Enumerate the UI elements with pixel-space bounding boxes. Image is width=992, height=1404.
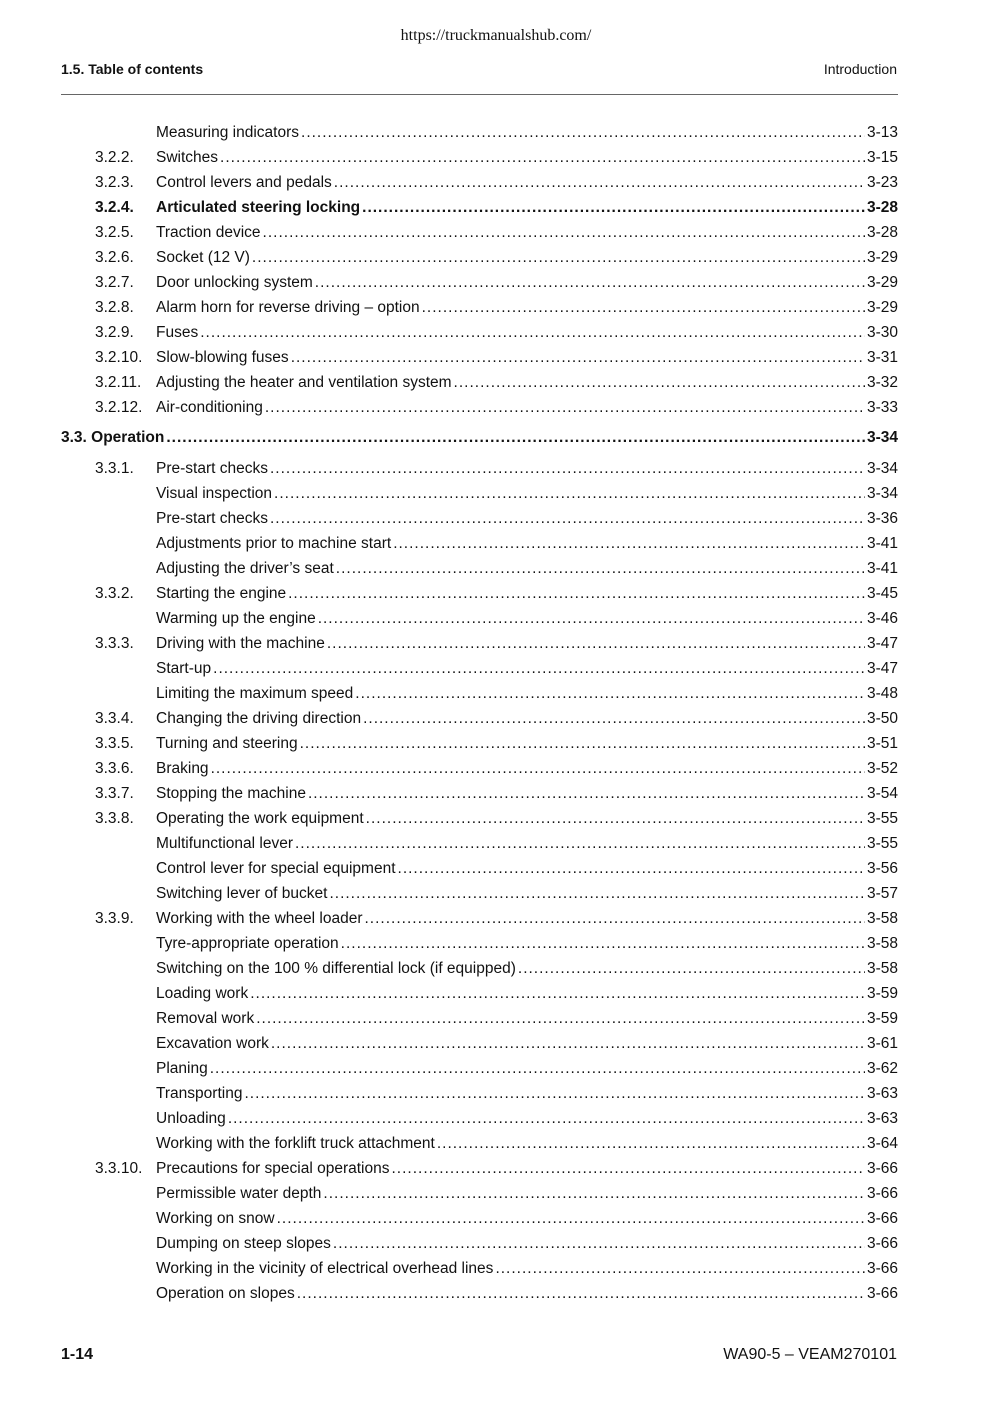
toc-entry[interactable]: [61, 245, 898, 270]
toc-entry-title: Operating the work equipment: [156, 810, 364, 827]
dot-leader: [228, 1106, 865, 1131]
toc-entry[interactable]: [61, 456, 898, 481]
toc-entry-title: Control lever for special equipment: [156, 860, 396, 877]
toc-entry-title: Precautions for special operations: [156, 1160, 390, 1177]
toc-entry-page: 3-15: [866, 149, 898, 166]
toc-entry-number: 3.2.7.: [95, 274, 134, 291]
toc-entry-number: 3.3.10.: [95, 1160, 143, 1177]
toc-entry-page: 3-28: [866, 224, 898, 241]
toc-entry-number: 3.2.5.: [95, 224, 134, 241]
toc-entry[interactable]: [61, 931, 898, 956]
dot-leader: [366, 806, 865, 831]
toc-entry-page: 3-47: [866, 660, 898, 677]
dot-leader: [393, 531, 865, 556]
toc-entry[interactable]: [61, 731, 898, 756]
toc-entry-page: 3-63: [866, 1085, 898, 1102]
toc-entry[interactable]: [61, 170, 898, 195]
toc-entry-title: Working with the forklift truck attachment: [156, 1135, 435, 1152]
toc-entry-page: 3-36: [866, 510, 898, 527]
toc-entry-title: Tyre-appropriate operation: [156, 935, 339, 952]
document-code: WA90-5 – VEAM270101: [723, 1346, 897, 1363]
toc-entry-page: 3-58: [866, 935, 898, 952]
toc-entry-title: Measuring indicators: [156, 124, 300, 141]
toc-entry[interactable]: [61, 1056, 898, 1081]
toc-entry[interactable]: [61, 656, 898, 681]
toc-entry-number: 3.2.4.: [95, 199, 134, 216]
toc-entry-page: 3-41: [866, 535, 898, 552]
toc-entry[interactable]: [61, 295, 898, 320]
toc-entry-number: 3.3.6.: [95, 760, 134, 777]
dot-leader: [454, 370, 865, 395]
toc-entry-title: Planing: [156, 1060, 208, 1077]
toc-entry[interactable]: [61, 270, 898, 295]
dot-leader: [270, 506, 865, 531]
toc-entry[interactable]: [61, 1131, 898, 1156]
toc-entry[interactable]: [61, 1231, 898, 1256]
dot-leader: [327, 631, 865, 656]
dot-leader: [295, 831, 865, 856]
dot-leader: [392, 1156, 865, 1181]
page-number: 1-14: [61, 1346, 94, 1363]
toc-entry-title: Operation on slopes: [156, 1285, 295, 1302]
dot-leader: [265, 395, 865, 420]
dot-leader: [318, 606, 865, 631]
toc-entry[interactable]: [61, 120, 898, 145]
dot-leader: [329, 881, 865, 906]
toc-entry-title: Working with the wheel loader: [156, 910, 363, 927]
dot-leader: [213, 656, 865, 681]
dot-leader: [355, 681, 865, 706]
toc-entry-title: Stopping the machine: [156, 785, 306, 802]
toc-entry[interactable]: [61, 220, 898, 245]
toc-entry[interactable]: [61, 1206, 898, 1231]
toc-entry-title: Pre-start checks: [156, 510, 268, 527]
dot-leader: [362, 195, 865, 220]
toc-entry-number: 3.2.11.: [95, 374, 142, 391]
toc-entry-page: 3-32: [866, 374, 898, 391]
toc-entry-number: 3.3.4.: [95, 710, 134, 727]
toc-entry-title: Air-conditioning: [156, 399, 263, 416]
source-url: https://truckmanualshub.com/: [400, 27, 592, 44]
toc-entry-page: 3-29: [866, 299, 898, 316]
toc-entry-title: Working in the vicinity of electrical overhead lines: [156, 1260, 494, 1277]
toc-entry-title: Adjusting the driver’s seat: [156, 560, 334, 577]
toc-entry[interactable]: [61, 556, 898, 581]
toc-entry-page: 3-45: [866, 585, 898, 602]
toc-entry-page: 3-31: [866, 349, 898, 366]
dot-leader: [437, 1131, 865, 1156]
dot-leader: [495, 1256, 865, 1281]
toc-entry-title: Turning and steering: [156, 735, 298, 752]
toc-entry-page: 3-33: [866, 399, 898, 416]
toc-entry-page: 3-46: [866, 610, 898, 627]
toc-entry-number: 3.3.3.: [95, 635, 134, 652]
toc-entry[interactable]: [61, 756, 898, 781]
dot-leader: [271, 1031, 865, 1056]
toc-entry-page: 3-58: [866, 960, 898, 977]
toc-entry-number: 3.3.2.: [95, 585, 134, 602]
toc-entry-title: Visual inspection: [156, 485, 273, 502]
toc-entry-number: 3.2.10.: [95, 349, 143, 366]
toc-entry-title: Transporting: [156, 1085, 243, 1102]
toc-entry-title: Traction device: [156, 224, 261, 241]
toc-entry[interactable]: [61, 145, 898, 170]
toc-entry[interactable]: [61, 606, 898, 631]
dot-leader: [211, 756, 865, 781]
toc-entry-page: 3-66: [866, 1185, 898, 1202]
dot-leader: [518, 956, 865, 981]
toc-entry-title: Adjustments prior to machine start: [156, 535, 392, 552]
toc-entry-title: Start-up: [156, 660, 212, 677]
toc-entry-page: 3-63: [866, 1110, 898, 1127]
dot-leader: [341, 931, 865, 956]
toc-entry-page: 3-61: [866, 1035, 898, 1052]
dot-leader: [274, 481, 865, 506]
toc-entry-title: Articulated steering locking: [156, 199, 361, 216]
toc-entry-page: 3-64: [866, 1135, 898, 1152]
toc-entry-page: 3-59: [866, 1010, 898, 1027]
toc-entry-number: 3.3.5.: [95, 735, 134, 752]
toc-entry[interactable]: [61, 831, 898, 856]
toc-entry-page: 3-47: [866, 635, 898, 652]
toc-entry[interactable]: [61, 195, 898, 220]
toc-entry-number: 3.3.1.: [95, 460, 134, 477]
dot-leader: [288, 581, 865, 606]
dot-leader: [333, 1231, 865, 1256]
toc-entry-number: 3.2.12.: [95, 399, 143, 416]
toc-entry[interactable]: [61, 631, 898, 656]
toc-entry-page: 3-57: [866, 885, 898, 902]
toc-entry-page: 3-59: [866, 985, 898, 1002]
toc-entry-title: Unloading: [156, 1110, 226, 1127]
dot-leader: [252, 245, 865, 270]
toc-entry-title: Working on snow: [156, 1210, 275, 1227]
toc-entry-title: 3.3. Operation: [61, 429, 165, 446]
dot-leader: [365, 906, 865, 931]
dot-leader: [291, 345, 865, 370]
toc-entry-page: 3-34: [866, 429, 898, 446]
dot-leader: [220, 145, 865, 170]
toc-entry-page: 3-66: [866, 1285, 898, 1302]
dot-leader: [256, 1006, 865, 1031]
toc-entry-page: 3-62: [866, 1060, 898, 1077]
toc-entry[interactable]: [61, 1256, 898, 1281]
toc-entry-page: 3-50: [866, 710, 898, 727]
toc-entry[interactable]: [61, 806, 898, 831]
toc-entry[interactable]: [61, 881, 898, 906]
section-header: 1.5. Table of contents: [61, 61, 204, 77]
toc-entry-page: 3-41: [866, 560, 898, 577]
dot-leader: [398, 856, 865, 881]
chapter-header: Introduction: [823, 61, 897, 77]
toc-entry-page: 3-29: [866, 249, 898, 266]
dot-leader: [323, 1181, 865, 1206]
toc-entry-title: Warming up the engine: [156, 610, 316, 627]
toc-entry[interactable]: [61, 1006, 898, 1031]
dot-leader: [166, 425, 865, 450]
toc-entry-title: Door unlocking system: [156, 274, 313, 291]
toc-entry-number: 3.2.6.: [95, 249, 134, 266]
header-rule: [61, 94, 898, 95]
toc-entry-number: 3.2.3.: [95, 174, 134, 191]
toc-entry[interactable]: [61, 1081, 898, 1106]
toc-entry[interactable]: [61, 395, 898, 420]
toc-entry-title: Driving with the machine: [156, 635, 325, 652]
toc-entry-title: Changing the driving direction: [156, 710, 362, 727]
toc-entry-page: 3-34: [866, 460, 898, 477]
toc-entry-page: 3-66: [866, 1210, 898, 1227]
toc-entry-title: Starting the engine: [156, 585, 287, 602]
toc-entry[interactable]: [61, 345, 898, 370]
dot-leader: [250, 981, 865, 1006]
toc-entry[interactable]: [61, 1181, 898, 1206]
dot-leader: [422, 295, 865, 320]
toc-entry-title: Loading work: [156, 985, 249, 1002]
toc-entry[interactable]: [61, 531, 898, 556]
toc-entry[interactable]: [61, 370, 898, 395]
dot-leader: [308, 781, 865, 806]
toc-entry[interactable]: [61, 781, 898, 806]
dot-leader: [200, 320, 865, 345]
dot-leader: [363, 706, 865, 731]
toc-entry[interactable]: [61, 1281, 898, 1306]
toc-entry-page: 3-56: [866, 860, 898, 877]
toc-entry-title: Alarm horn for reverse driving – option: [156, 299, 420, 316]
toc-entry-title: Excavation work: [156, 1035, 269, 1052]
toc-entry-title: Multifunctional lever: [156, 835, 293, 852]
dot-leader: [315, 270, 865, 295]
dot-leader: [334, 170, 865, 195]
toc-entry-page: 3-13: [866, 124, 898, 141]
toc-entry-number: 3.2.9.: [95, 324, 134, 341]
toc-entry-page: 3-29: [866, 274, 898, 291]
toc-entry-title: Dumping on steep slopes: [156, 1235, 331, 1252]
toc-entry-title: Socket (12 V): [156, 249, 250, 266]
table-of-contents: [61, 120, 898, 1306]
toc-entry[interactable]: [61, 1156, 898, 1181]
toc-entry-title: Slow-blowing fuses: [156, 349, 289, 366]
dot-leader: [244, 1081, 865, 1106]
toc-entry[interactable]: [61, 706, 898, 731]
dot-leader: [210, 1056, 865, 1081]
toc-entry-title: Control levers and pedals: [156, 174, 332, 191]
toc-entry-page: 3-66: [866, 1160, 898, 1177]
toc-entry-page: 3-55: [866, 835, 898, 852]
toc-entry-page: 3-66: [866, 1260, 898, 1277]
dot-leader: [301, 120, 865, 145]
toc-entry-page: 3-51: [866, 735, 898, 752]
toc-entry[interactable]: [61, 320, 898, 345]
toc-entry[interactable]: [61, 506, 898, 531]
toc-entry-title: Permissible water depth: [156, 1185, 322, 1202]
toc-entry-title: Limiting the maximum speed: [156, 685, 354, 702]
toc-entry-number: 3.3.7.: [95, 785, 134, 802]
toc-entry-title: Adjusting the heater and ventilation system: [156, 374, 452, 391]
dot-leader: [336, 556, 865, 581]
toc-entry[interactable]: [61, 481, 898, 506]
toc-entry-page: 3-54: [866, 785, 898, 802]
toc-chapter-entry[interactable]: [61, 420, 898, 456]
toc-entry-title: Switching lever of bucket: [156, 885, 328, 902]
toc-entry-page: 3-48: [866, 685, 898, 702]
toc-entry[interactable]: [61, 1106, 898, 1131]
toc-entry[interactable]: [61, 956, 898, 981]
dot-leader: [270, 456, 865, 481]
toc-entry[interactable]: [61, 1031, 898, 1056]
toc-entry-title: Braking: [156, 760, 209, 777]
toc-entry-title: Switches: [156, 149, 219, 166]
toc-entry-title: Pre-start checks: [156, 460, 268, 477]
toc-entry-page: 3-30: [866, 324, 898, 341]
toc-entry-page: 3-55: [866, 810, 898, 827]
toc-entry-number: 3.3.9.: [95, 910, 134, 927]
toc-entry-page: 3-58: [866, 910, 898, 927]
toc-entry[interactable]: [61, 981, 898, 1006]
toc-entry-page: 3-52: [866, 760, 898, 777]
toc-entry-title: Fuses: [156, 324, 199, 341]
toc-entry[interactable]: [61, 906, 898, 931]
dot-leader: [297, 1281, 865, 1306]
toc-entry-page: 3-66: [866, 1235, 898, 1252]
dot-leader: [263, 220, 865, 245]
dot-leader: [300, 731, 865, 756]
toc-entry-page: 3-34: [866, 485, 898, 502]
toc-entry[interactable]: [61, 681, 898, 706]
toc-entry-number: 3.2.2.: [95, 149, 134, 166]
toc-entry-page: 3-23: [866, 174, 898, 191]
dot-leader: [277, 1206, 865, 1231]
toc-entry-page: 3-28: [866, 199, 898, 216]
toc-entry-number: 3.3.8.: [95, 810, 134, 827]
toc-entry-number: 3.2.8.: [95, 299, 134, 316]
toc-entry[interactable]: [61, 581, 898, 606]
toc-entry-title: Removal work: [156, 1010, 255, 1027]
toc-entry[interactable]: [61, 856, 898, 881]
toc-entry-title: Switching on the 100 % differential lock (if equipped): [156, 960, 516, 977]
